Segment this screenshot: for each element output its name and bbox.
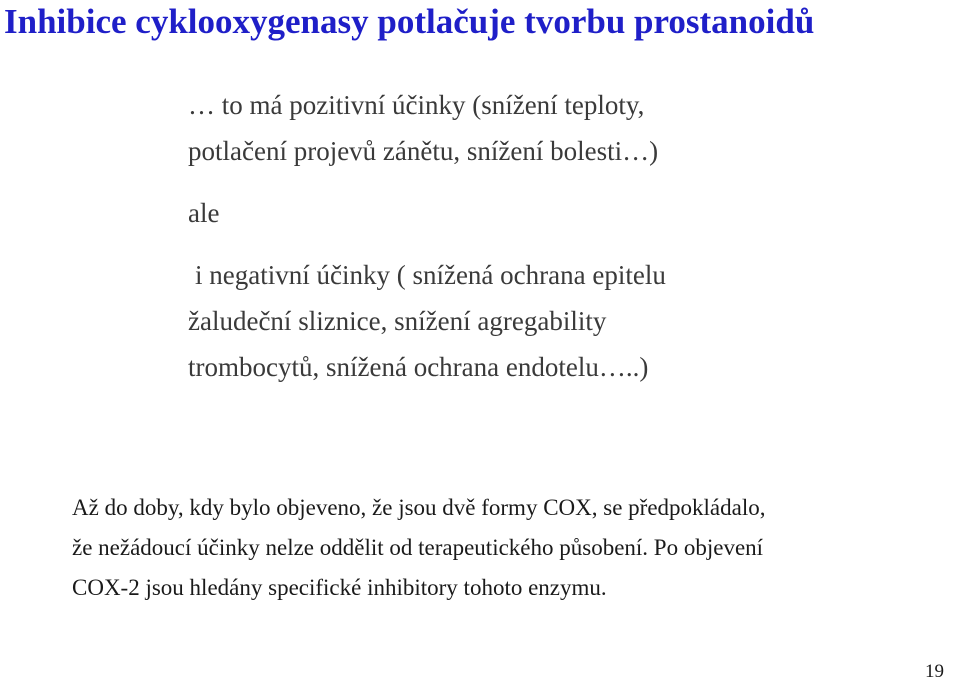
negative-effects-text (188, 252, 666, 390)
slide-title: Inhibice cyklooxygenasy potlačuje tvorbu prostanoidů (4, 2, 815, 41)
positive-effects-line: … to má pozitivní účinky (snížení teploty, (188, 90, 645, 120)
positive-effects-line: potlačení projevů zánětu, snížení bolesti…) (188, 136, 659, 166)
cox-note-line: Až do doby, kdy bylo objeveno, že jsou dvě formy COX, se předpokládalo, (72, 495, 766, 520)
cox-note-paragraph (72, 488, 765, 608)
conjunction-text: ale (188, 198, 220, 228)
positive-effects-text (188, 82, 658, 174)
page-number: 19 (925, 661, 944, 682)
negative-effects-line: trombocytů, snížená ochrana endotelu…..) (188, 352, 649, 382)
negative-effects-line: i negativní účinky ( snížená ochrana epitelu (195, 260, 666, 290)
cox-note-line: že nežádoucí účinky nelze oddělit od terapeutického působení. Po objevení (72, 535, 764, 560)
cox-note-line: COX-2 jsou hledány specifické inhibitory tohoto enzymu. (72, 575, 607, 600)
negative-effects-line: žaludeční sliznice, snížení agregability (188, 306, 607, 336)
